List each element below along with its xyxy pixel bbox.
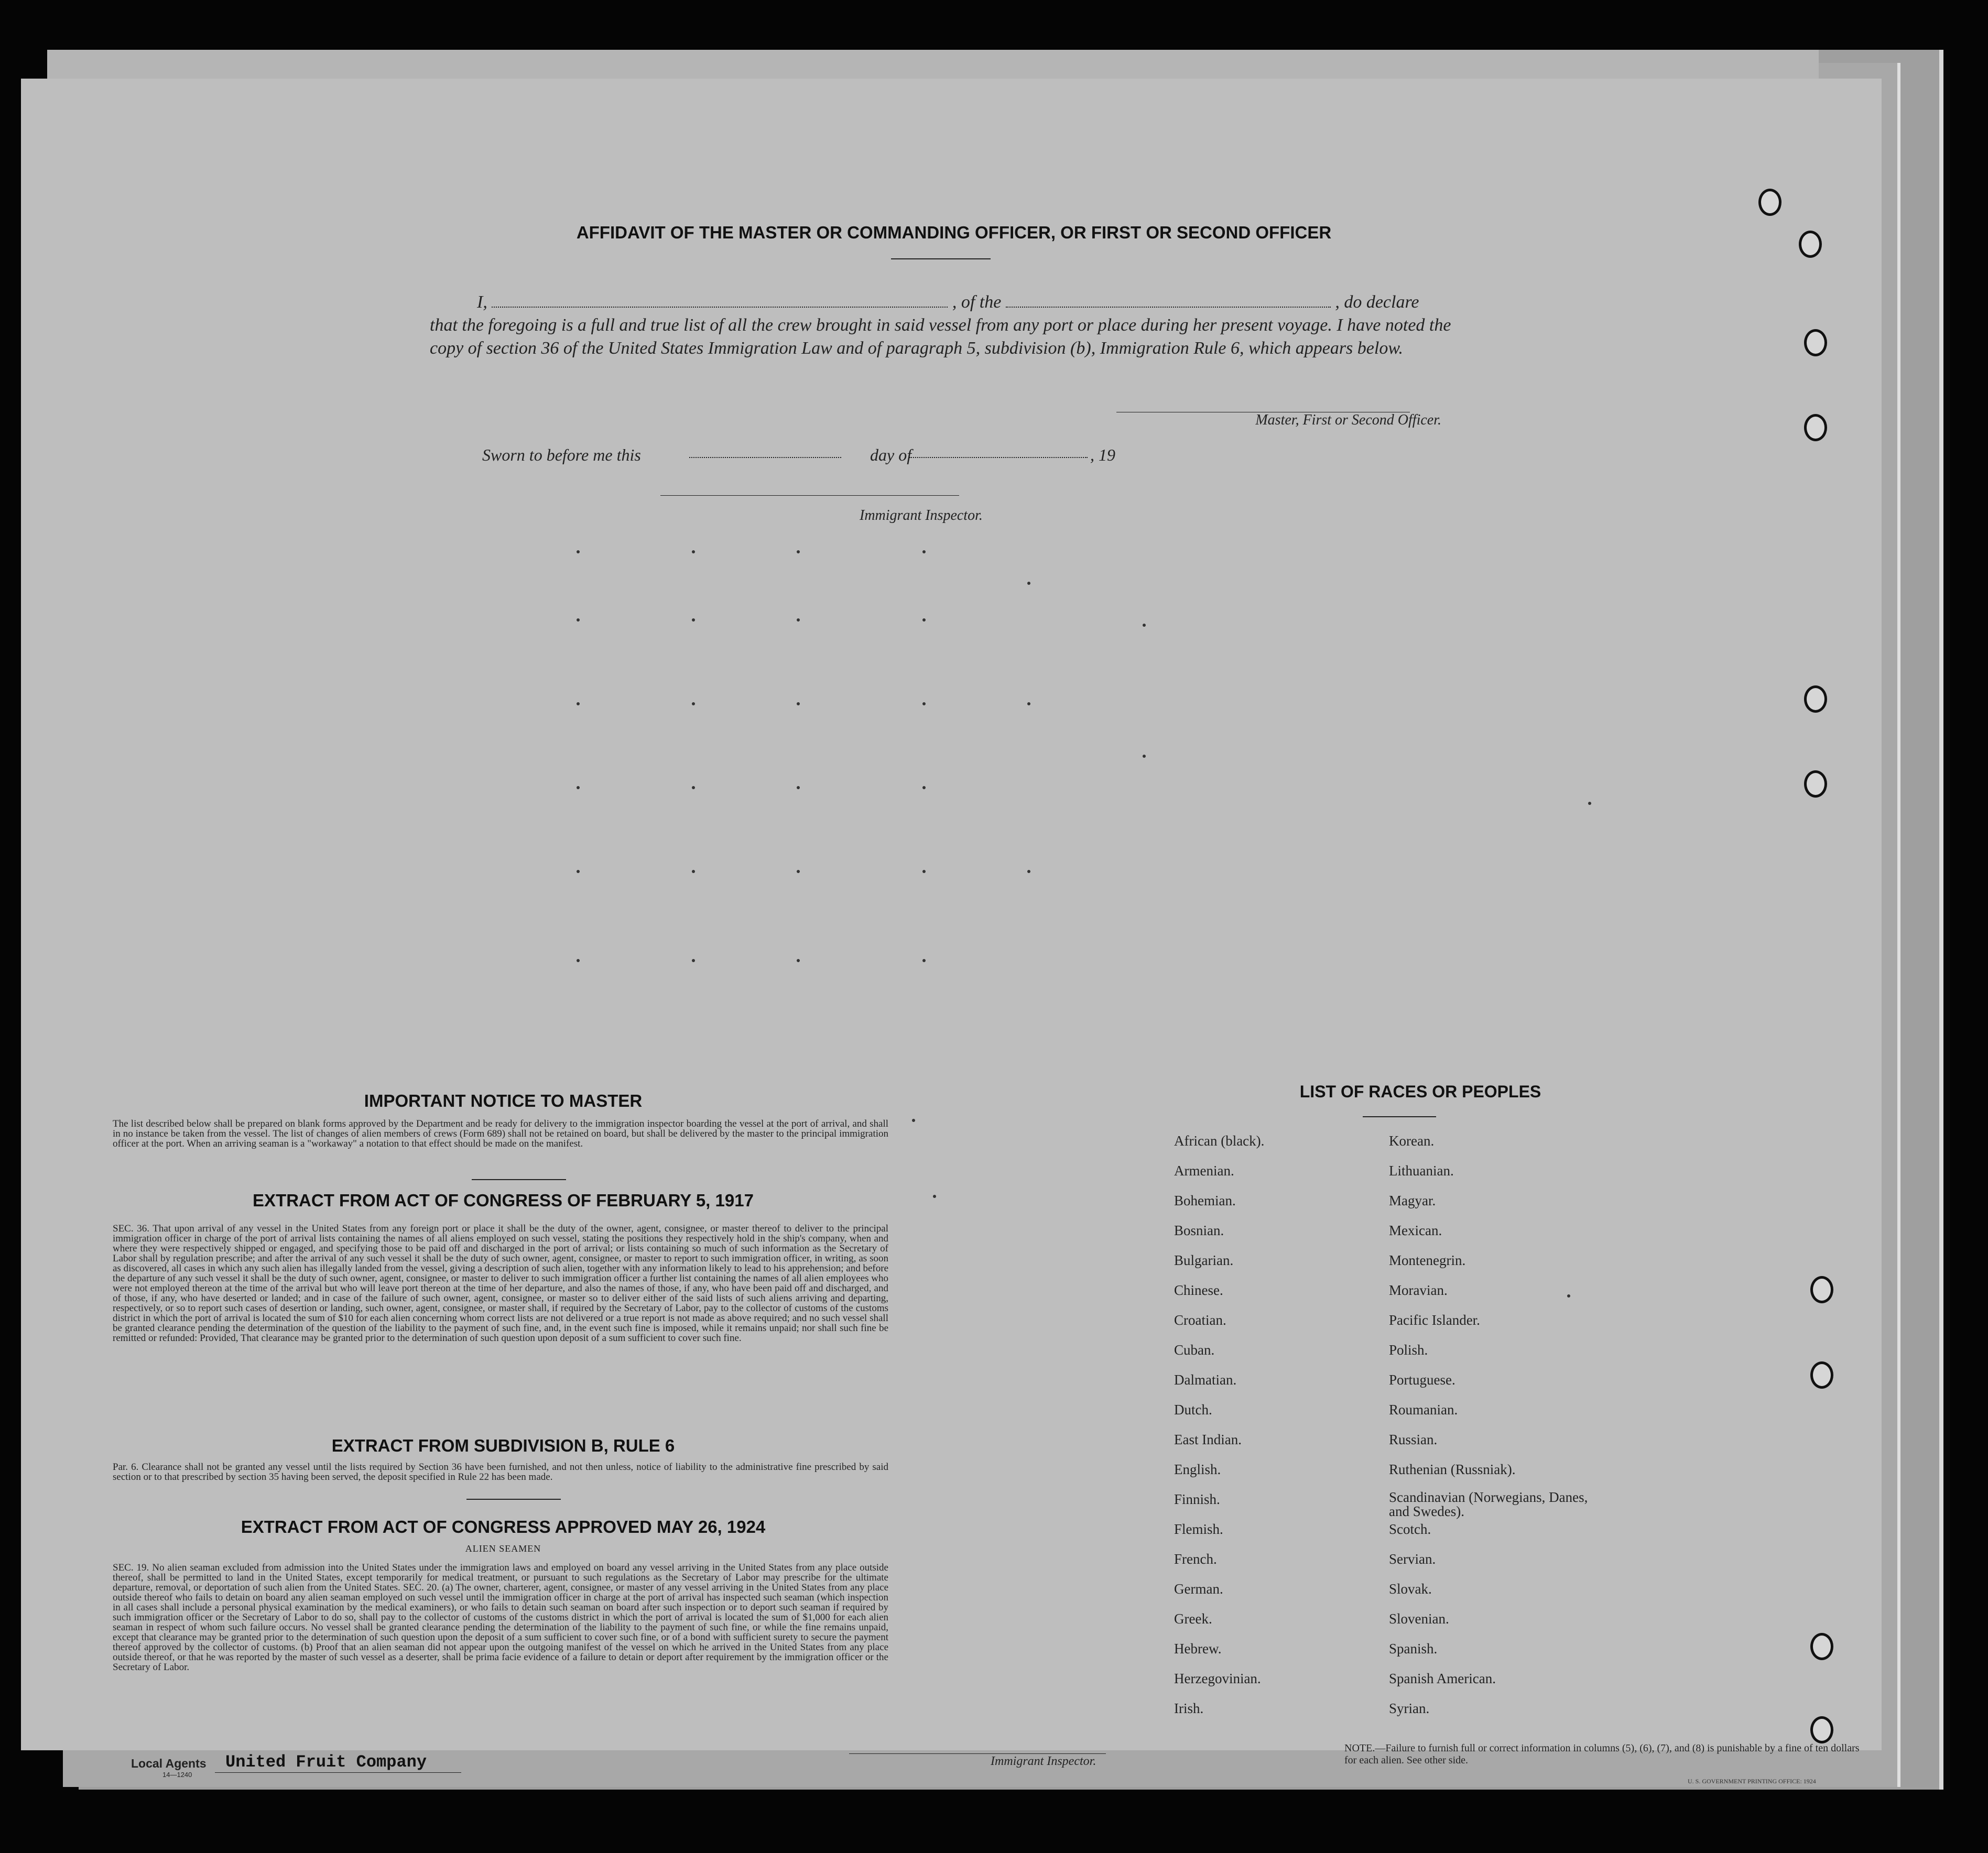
- race-item: Cuban.: [1174, 1342, 1215, 1358]
- sworn-day-field[interactable]: [689, 457, 841, 458]
- master-signature-label: Master, First or Second Officer.: [1255, 412, 1441, 428]
- sworn-prefix: Sworn to before me this: [482, 445, 641, 464]
- race-item: Korean.: [1389, 1133, 1435, 1149]
- race-item: Magyar.: [1389, 1193, 1436, 1208]
- binder-hole: [1810, 1716, 1833, 1743]
- local-agents-line: [215, 1772, 461, 1773]
- race-item: Moravian.: [1389, 1282, 1448, 1298]
- dot-mark: [692, 702, 695, 705]
- race-item: Servian.: [1389, 1551, 1436, 1567]
- dot-mark: [797, 702, 800, 705]
- year-label: , 19: [1090, 445, 1115, 464]
- local-agents-value: United Fruit Company: [225, 1752, 427, 1772]
- race-item: Montenegrin.: [1389, 1252, 1466, 1268]
- race-item: Spanish.: [1389, 1641, 1438, 1656]
- race-item: French.: [1174, 1551, 1217, 1567]
- dot-mark: [577, 786, 580, 789]
- race-item: Spanish American.: [1389, 1671, 1496, 1686]
- race-item: Hebrew.: [1174, 1641, 1222, 1656]
- dot-mark: [1027, 870, 1030, 873]
- divider: [891, 258, 991, 259]
- race-item: African (black).: [1174, 1133, 1265, 1149]
- race-item: Flemish.: [1174, 1521, 1223, 1537]
- dot-mark: [797, 618, 800, 622]
- binder-hole: [1810, 1276, 1833, 1303]
- race-item: Ruthenian (Russniak).: [1389, 1462, 1516, 1477]
- inspector-label: Immigrant Inspector.: [860, 507, 983, 524]
- dot-mark: [1588, 802, 1591, 805]
- sworn-line: [482, 445, 1115, 465]
- dot-mark: [692, 959, 695, 962]
- extract-1924-text: SEC. 19. No alien seaman excluded from admission into the United States under the immigration laws and employed on board any vessel arriving in the United States from any place outside thereof, shall be permitted to land in the United States, except temporarily for medical treatment, or pursuant to such regulations as the Secretary of Labor may prescribe for the ultimate departure, removal, or deportation of such alien from the United States. SEC. 20. (a) The owner, charterer, agent, consignee, or master of any vessel arriving in the United States from any place outside thereof who fails to detain on board any alien seaman employed on such vessel until the immigration officer in charge at the port of arrival has inspected such seaman (which inspection in all cases shall include a personal physical examination by the medical examiners), or who fails to detain such seaman on board after such inspection or to deport such seaman if required by such immigration officer or the Secretary of Labor to do so, shall pay to the collector of customs of the customs district in which the port of arrival is located the sum of $1,000 for each alien seaman in respect of whom such failure occurs. No vessel shall be granted clearance pending the determination of the liability to the payment of such fine, or while the fine remains unpaid, except that clearance may be granted prior to the determination of such question upon the deposit of a sum sufficient to cover such fine, or of a bond with sufficient surety to secure the payment thereof approved by the collector of customs. (b) Proof that an alien seaman did not appear upon the outgoing manifest of the vessel on which he arrived in the United States from any place outside thereof, or that he was reported by the master of such vessel as a deserter, shall be prima facie evidence of a failure to detain or deport after requirement by the immigration officer or the Secretary of Labor.: [113, 1562, 888, 1673]
- race-item: Finnish.: [1174, 1491, 1220, 1507]
- race-item: Scotch.: [1389, 1521, 1431, 1537]
- dot-mark: [692, 870, 695, 873]
- dot-mark: [577, 870, 580, 873]
- inspector-signature-line[interactable]: [660, 495, 959, 496]
- dot-mark: [577, 959, 580, 962]
- race-item: Slovak.: [1389, 1581, 1432, 1597]
- notice-text: The list described below shall be prepared on blank forms approved by the Department and be ready for delivery to the immigration inspector boarding the vessel at the port of arrival, and shall in no instance be taken from the vessel. The list of changes of alien members of crews (Form 689) shall not be retained on board, but shall be delivered by the master to the principal immigration officer at the port. When an arriving seaman is a "workaway" a notation to that effect should be made on the manifest.: [113, 1118, 888, 1149]
- dot-mark: [912, 1119, 915, 1122]
- dot-mark: [1567, 1294, 1570, 1298]
- races-column-1: [1174, 1133, 1384, 1751]
- binder-hole: [1804, 329, 1827, 356]
- race-item: Portuguese.: [1389, 1372, 1455, 1388]
- alien-seamen-subtitle: ALIEN SEAMEN: [465, 1543, 541, 1554]
- footer-note: NOTE.—Failure to furnish full or correct information in columns (5), (6), (7), and (8) is punishable by a fine of ten dollars for each alien. See other side.: [1344, 1742, 1860, 1766]
- dot-mark: [692, 550, 695, 553]
- binder-hole: [1810, 1361, 1833, 1389]
- affidavit-first-line: [430, 291, 1452, 314]
- extract-1924-title: EXTRACT FROM ACT OF CONGRESS APPROVED MAY 26, 1924: [241, 1517, 766, 1536]
- dot-mark: [922, 618, 926, 622]
- race-item: Irish.: [1174, 1701, 1204, 1716]
- notice-title: IMPORTANT NOTICE TO MASTER: [364, 1091, 643, 1110]
- race-item: Bulgarian.: [1174, 1252, 1234, 1268]
- binder-hole: [1799, 231, 1822, 258]
- dot-mark: [1143, 755, 1146, 758]
- extract-rule6-text: Par. 6. Clearance shall not be granted any vessel until the lists required by Section 36 have been furnished, and not then unless, notice of liability to the administrative fine prescribed by said section or to that prescribed by section 35 having been served, the deposit specified in Rule 22 has been made.: [113, 1462, 888, 1483]
- dot-mark: [797, 550, 800, 553]
- race-item: Greek.: [1174, 1611, 1212, 1627]
- divider: [1363, 1116, 1436, 1117]
- dot-mark: [922, 550, 926, 553]
- name-field[interactable]: [492, 296, 948, 308]
- race-item: Herzegovinian.: [1174, 1671, 1261, 1686]
- race-item: Russian.: [1389, 1432, 1438, 1447]
- race-item: English.: [1174, 1462, 1221, 1477]
- divider: [472, 1179, 566, 1180]
- extract-1917-title: EXTRACT FROM ACT OF CONGRESS OF FEBRUARY 5, 1917: [253, 1191, 754, 1210]
- race-item: Bohemian.: [1174, 1193, 1236, 1208]
- dot-mark: [577, 702, 580, 705]
- affidavit-title: AFFIDAVIT OF THE MASTER OR COMMANDING OFFICER, OR FIRST OR SECOND OFFICER: [576, 223, 1332, 242]
- race-item: German.: [1174, 1581, 1223, 1597]
- form-code: 14—1240: [162, 1771, 192, 1779]
- dot-mark: [692, 786, 695, 789]
- race-item: Chinese.: [1174, 1282, 1223, 1298]
- dot-mark: [797, 959, 800, 962]
- race-item: Slovenian.: [1389, 1611, 1449, 1627]
- binder-hole: [1804, 770, 1827, 798]
- local-agents: [131, 1757, 207, 1779]
- dot-mark: [922, 702, 926, 705]
- dot-mark: [577, 618, 580, 622]
- race-item: Pacific Islander.: [1389, 1312, 1480, 1328]
- affidavit-i: I,: [477, 292, 487, 312]
- race-item: Polish.: [1389, 1342, 1428, 1358]
- race-item: East Indian.: [1174, 1432, 1242, 1447]
- sworn-month-field[interactable]: [909, 457, 1088, 458]
- vessel-field[interactable]: [1006, 296, 1331, 308]
- dot-mark: [933, 1195, 936, 1198]
- dot-mark: [692, 618, 695, 622]
- races-title: LIST OF RACES OR PEOPLES: [1299, 1082, 1541, 1101]
- binder-hole: [1810, 1633, 1833, 1660]
- dot-mark: [797, 786, 800, 789]
- printing-office: U. S. GOVERNMENT PRINTING OFFICE: 1924: [1688, 1778, 1816, 1785]
- binder-hole: [1804, 414, 1827, 441]
- binder-hole: [1758, 189, 1781, 216]
- affidavit-statement: [430, 291, 1452, 360]
- dot-mark: [922, 870, 926, 873]
- extract-1917-text: SEC. 36. That upon arrival of any vessel in the United States from any foreign port or place it shall be the duty of the owner, agent, consignee, or master thereof to deliver to the principal immigration officer in charge of the port of arrival lists containing the names of all aliens employed on such vessel, stating the positions they respectively hold in the ship's company, when and where they were respectively shipped or engaged, and specifying those to be paid off and discharged in the port of arrival; or lists containing so much of such information as the Secretary of Labor shall by regulation prescribe; and after the arrival of any such vessel it shall be the duty of such owner, agent, consignee, or master to report to such immigration officer, in writing, as soon as discovered, all cases in which any such alien has illegally landed from the vessel, giving a description of such alien, together with any information likely to lead to his apprehension; and before the departure of any such vessel it shall be the duty of such owner, agent, consignee, or master to deliver to such immigration officer a further list containing the names of all alien employees who were not employed thereon at the time of the arrival but who will leave port thereon at the time of her departure, and also the names of those, if any, who have been paid off and discharged, and of those, if any, who have deserted or landed; and in case of the failure of such owner, agent, consignee, or master so to deliver either of the said lists of such aliens arriving and departing, respectively, or so to report such cases of desertion or landing, such owner, agent, consignee, or master shall, if required by the Secretary of Labor, pay to the collector of customs of the customs district in which the port of arrival is located the sum of $10 for each alien concerning whom correct lists are not delivered or a true report is not made as above required; and no such vessel shall be granted clearance pending the determination of the question of the liability to the payment of such fine, and, in the event such fine is imposed, while it remains unpaid; nor shall such fine be remitted or refunded: Provided, That clearance may be granted prior to the determination of such question upon deposit of a sum sufficient to cover such fine.: [113, 1223, 888, 1344]
- race-item: Croatian.: [1174, 1312, 1226, 1328]
- dot-mark: [1027, 702, 1030, 705]
- dot-mark: [922, 786, 926, 789]
- race-item: Lithuanian.: [1389, 1163, 1454, 1179]
- extract-rule6-title: EXTRACT FROM SUBDIVISION B, RULE 6: [331, 1436, 675, 1455]
- day-of-label: day of: [870, 445, 912, 464]
- race-item: Mexican.: [1389, 1223, 1442, 1238]
- binder-hole: [1804, 685, 1827, 713]
- affidavit-of-the: , of the: [952, 292, 1002, 312]
- footer-inspector-label: Immigrant Inspector.: [991, 1754, 1096, 1768]
- dot-mark: [1143, 624, 1146, 627]
- local-agents-label: Local Agents: [131, 1757, 207, 1770]
- race-item: Armenian.: [1174, 1163, 1234, 1179]
- race-item: Bosnian.: [1174, 1223, 1224, 1238]
- inspector-footer-line: [849, 1753, 1106, 1754]
- dot-mark: [577, 550, 580, 553]
- divider: [466, 1499, 561, 1500]
- race-item: Roumanian.: [1389, 1402, 1458, 1418]
- race-item: Dutch.: [1174, 1402, 1212, 1418]
- races-column-2: [1389, 1133, 1609, 1751]
- race-item: Scandinavian (Norwegians, Danes, and Swedes).: [1389, 1489, 1588, 1519]
- race-item: Syrian.: [1389, 1701, 1430, 1716]
- dot-mark: [922, 959, 926, 962]
- affidavit-body: that the foregoing is a full and true list of all the crew brought in said vessel from any port or place during her present voyage. I have noted the copy of section 36 of the United States Immigration Law and of paragraph 5, subdivision (b), Immigration Rule 6, which appears below.: [430, 315, 1451, 358]
- dot-mark: [1027, 582, 1030, 585]
- affidavit-do-declare: , do declare: [1335, 292, 1419, 312]
- race-item: Dalmatian.: [1174, 1372, 1237, 1388]
- dot-mark: [797, 870, 800, 873]
